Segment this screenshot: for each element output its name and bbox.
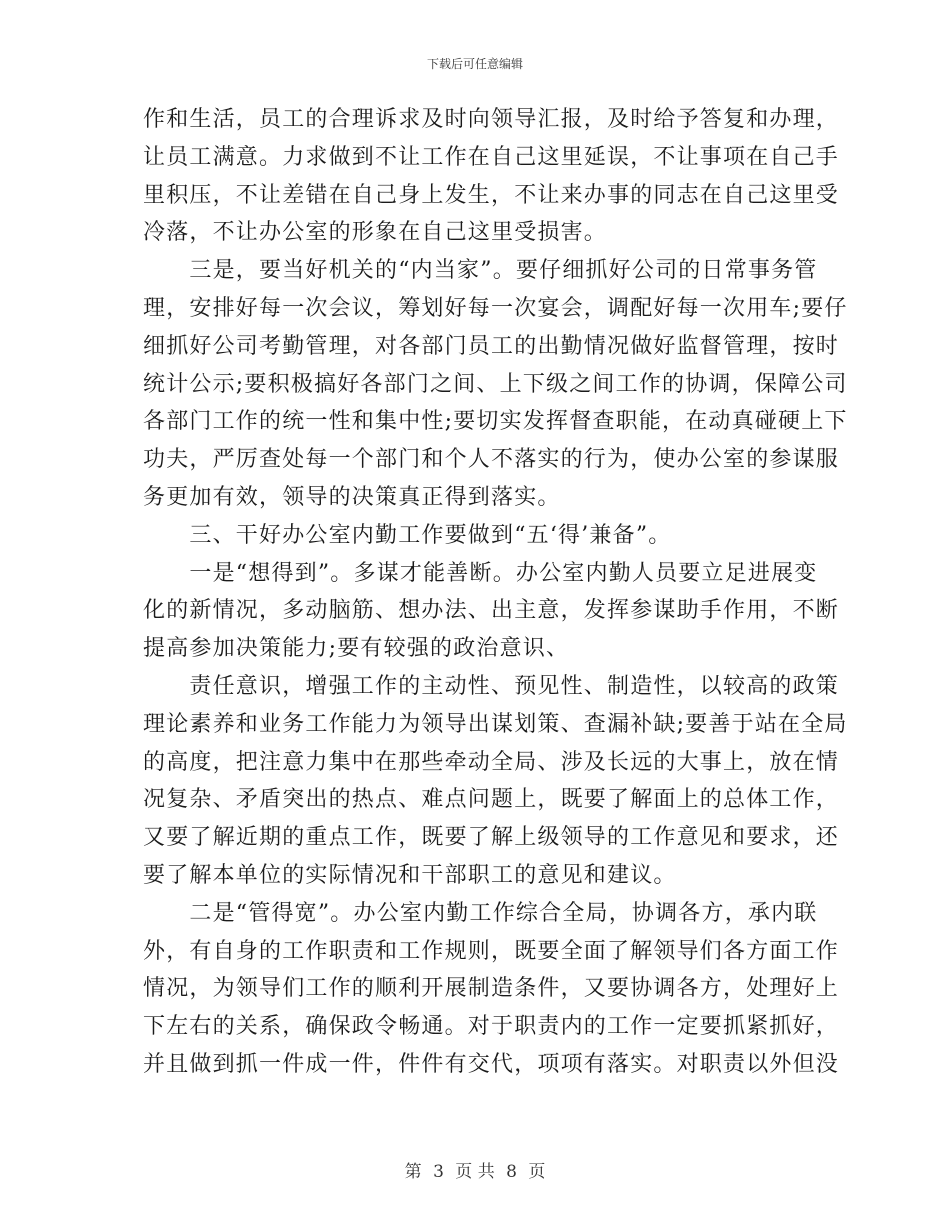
text-line: 功夫，严厉查处每一个部门和个人不落实的行为，使办公室的参谋服 [143,447,840,473]
text-line: 作和生活，员工的合理诉求及时向领导汇报，及时给予答复和办理， [143,107,840,132]
page-footer [0,1157,950,1182]
text-line: 情况，为领导们工作的顺利开展制造条件，又要协调各方，处理好上 [143,976,840,1002]
text-line: 务更加有效，领导的决策真正得到落实。 [143,484,561,510]
text-line: 各部门工作的统一性和集中性;要切实发挥督查职能，在动真碰硬上下 [143,409,848,435]
text-line: 下左右的关系，确保政令畅通。对于职责内的工作一定要抓紧抓好， [143,1014,840,1040]
text-line: 理，安排好每一次会议，筹划好每一次宴会，调配好每一次用车;要仔 [143,295,848,321]
text-line: 一是“想得到”。多谋才能善断。办公室内勤人员要立足进展变 [143,560,818,586]
text-line: 里积压，不让差错在自己身上发生，不让来办事的同志在自己这里受 [143,182,840,208]
footer-prefix: 第 [404,1162,422,1182]
text-line: 冷落，不让办公室的形象在自己这里受损害。 [143,220,608,246]
section-heading: 三、干好办公室内勤工作要做到“五‘得’兼备”。 [143,522,672,548]
text-line: 三是，要当好机关的“内当家”。要仔细抓好公司的日常事务管 [143,258,818,284]
page-number: 3 [433,1162,444,1182]
text-line: 细抓好公司考勤管理，对各部门员工的出勤情况做好监督管理，按时 [143,333,840,359]
text-line: 统计公示;要积极搞好各部门之间、上下级之间工作的协调，保障公司 [143,371,848,397]
text-line: 况复杂、矛盾突出的热点、难点问题上，既要了解面上的总体工作， [143,787,840,813]
text-line: 责任意识，增强工作的主动性、预见性、制造性，以较高的政策 [143,673,840,699]
text-line: 外，有自身的工作职责和工作规则，既要全面了解领导们各方面工作 [143,938,840,964]
text-line: 二是“管得宽”。办公室内勤工作综合全局，协调各方，承内联 [143,900,818,926]
document-body [143,101,848,1084]
page-header: 下载后可任意编辑 [426,57,523,71]
text-line: 要了解本单位的实际情况和干部职工的意见和建议。 [143,862,677,888]
page-total: 8 [506,1162,517,1182]
text-line: 化的新情况，多动脑筋、想办法、出主意，发挥参谋助手作用，不断 [143,598,840,624]
text-line: 提高参加决策能力;要有较强的政治意识、 [143,636,570,662]
footer-suffix: 页 [528,1162,546,1182]
text-line: 并且做到抓一件成一件，件件有交代，项项有落实。对职责以外但没 [143,1051,840,1077]
text-line: 又要了解近期的重点工作，既要了解上级领导的工作意见和要求，还 [143,825,840,851]
text-line: 理论素养和业务工作能力为领导出谋划策、查漏补缺;要善于站在全局 [143,711,848,737]
text-line: 的高度，把注意力集中在那些牵动全局、涉及长远的大事上，放在情 [143,749,840,775]
footer-mid: 页 共 [455,1162,495,1182]
text-line: 让员工满意。力求做到不让工作在自己这里延误，不让事项在自己手 [143,144,840,170]
